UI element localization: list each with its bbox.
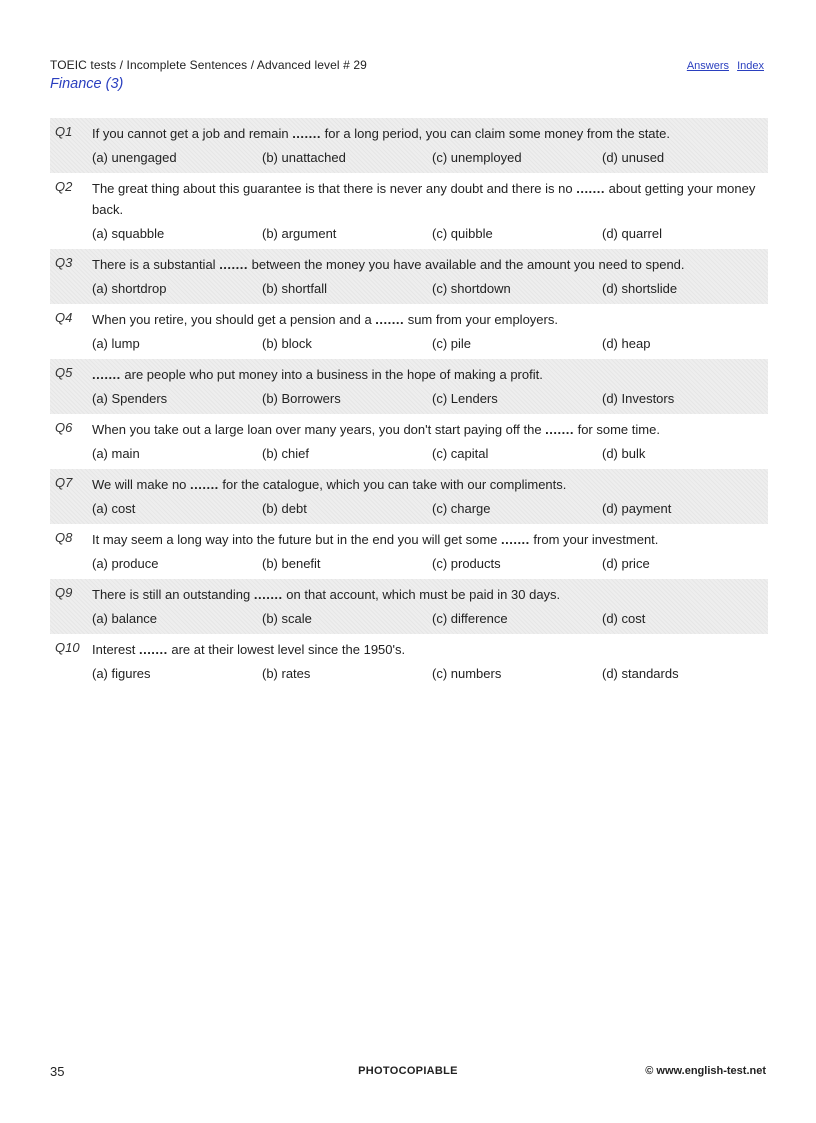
question-number: Q9 [55, 585, 73, 600]
question-item [50, 579, 768, 634]
answer-option-a[interactable]: (a) shortdrop [92, 281, 167, 296]
answer-option-a[interactable]: (a) unengaged [92, 150, 177, 165]
question-item [50, 173, 768, 249]
answer-option-b[interactable]: (b) benefit [262, 556, 321, 571]
question-text [92, 254, 758, 275]
answer-option-a[interactable]: (a) lump [92, 336, 140, 351]
answer-option-c[interactable]: (c) charge [432, 501, 491, 516]
answer-option-b[interactable]: (b) rates [262, 666, 311, 681]
question-number: Q3 [55, 255, 73, 270]
question-number: Q1 [55, 124, 73, 139]
answer-options [92, 333, 768, 354]
question-text-before: If you cannot get a job and remain [92, 126, 293, 141]
question-text-after: sum from your employers. [404, 312, 558, 327]
answer-option-c[interactable]: (c) numbers [432, 666, 502, 681]
answer-gap: ....... [138, 642, 168, 657]
question-text-before: The great thing about this guarantee is that there is never any doubt and there is no [92, 181, 577, 196]
question-text-before: When you retire, you should get a pension and a [92, 312, 376, 327]
question-text-before: When you take out a large loan over many years, you don't start paying off the [92, 422, 546, 437]
question-text [92, 529, 758, 550]
question-text-before: It may seem a long way into the future but in the end you will get some [92, 532, 501, 547]
answer-gap: ....... [375, 312, 405, 327]
header-links [682, 60, 764, 72]
answer-option-b[interactable]: (b) scale [262, 611, 312, 626]
question-text [92, 364, 758, 385]
question-text [92, 474, 758, 495]
answer-options [92, 443, 768, 464]
answers-link[interactable]: Answers [686, 60, 730, 72]
answer-option-d[interactable]: (d) Investors [602, 391, 675, 406]
answer-option-d[interactable]: (d) heap [602, 336, 651, 351]
question-text-after: about getting your money back. [92, 181, 756, 217]
question-text-after: are people who put money into a business in the hope of making a profit. [120, 367, 543, 382]
answer-gap: ....... [253, 587, 283, 602]
question-text-before: Interest [92, 642, 139, 657]
question-text-after: for a long period, you can claim some money from the state. [320, 126, 670, 141]
answer-option-b[interactable]: (b) block [262, 336, 312, 351]
answer-option-c[interactable]: (c) capital [432, 446, 489, 461]
answer-gap: ....... [219, 257, 248, 272]
answer-option-d[interactable]: (d) price [602, 556, 650, 571]
answer-option-c[interactable]: (c) products [432, 556, 501, 571]
question-text-after: between the money you have available and the amount you need to spend. [247, 257, 685, 272]
page-header [50, 58, 766, 92]
answer-option-b[interactable]: (b) argument [262, 226, 337, 241]
answer-option-b[interactable]: (b) Borrowers [262, 391, 341, 406]
question-item [50, 359, 768, 414]
answer-option-b[interactable]: (b) shortfall [262, 281, 328, 296]
question-item [50, 249, 768, 304]
answer-gap: ....... [190, 477, 219, 492]
question-item [50, 414, 768, 469]
copyright: © www.english-test.net [645, 1065, 766, 1077]
question-text [92, 309, 758, 330]
answer-gap: ....... [576, 181, 606, 196]
answer-option-c[interactable]: (c) Lenders [432, 391, 498, 406]
answer-gap: ....... [545, 422, 574, 437]
answer-option-a[interactable]: (a) figures [92, 666, 151, 681]
answer-option-c[interactable]: (c) difference [432, 611, 508, 626]
question-list [50, 118, 768, 689]
answer-option-d[interactable]: (d) cost [602, 611, 646, 626]
question-item [50, 304, 768, 359]
answer-option-c[interactable]: (c) shortdown [432, 281, 511, 296]
answer-option-c[interactable]: (c) unemployed [432, 150, 522, 165]
question-item [50, 524, 768, 579]
answer-options [92, 498, 768, 519]
question-number: Q7 [55, 475, 73, 490]
answer-option-d[interactable]: (d) bulk [602, 446, 646, 461]
question-text-after: on that account, which must be paid in 30 days. [282, 587, 561, 602]
answer-options [92, 147, 768, 168]
question-text [92, 419, 758, 440]
answer-option-d[interactable]: (d) quarrel [602, 226, 662, 241]
page-number: 35 [50, 1064, 65, 1079]
answer-option-a[interactable]: (a) balance [92, 611, 158, 626]
question-text-after: from your investment. [529, 532, 659, 547]
question-text [92, 178, 758, 220]
question-number: Q4 [55, 310, 73, 325]
answer-option-d[interactable]: (d) payment [602, 501, 672, 516]
answer-option-d[interactable]: (d) unused [602, 150, 665, 165]
answer-options [92, 223, 768, 244]
answer-option-a[interactable]: (a) produce [92, 556, 159, 571]
question-number: Q5 [55, 365, 73, 380]
answer-option-d[interactable]: (d) shortslide [602, 281, 678, 296]
question-number: Q6 [55, 420, 73, 435]
question-text [92, 639, 758, 660]
answer-option-c[interactable]: (c) pile [432, 336, 472, 351]
question-number: Q8 [55, 530, 73, 545]
answer-options [92, 388, 768, 409]
answer-option-b[interactable]: (b) debt [262, 501, 307, 516]
question-text-before: There is still an outstanding [92, 587, 254, 602]
page-title: Finance (3) [50, 76, 124, 92]
answer-option-a[interactable]: (a) squabble [92, 226, 165, 241]
answer-option-a[interactable]: (a) main [92, 446, 140, 461]
question-text-after: are at their lowest level since the 1950's. [167, 642, 406, 657]
question-number: Q2 [55, 179, 73, 194]
question-item [50, 118, 768, 173]
question-item [50, 469, 768, 524]
answer-options [92, 663, 768, 684]
answer-option-d[interactable]: (d) standards [602, 666, 679, 681]
question-item [50, 634, 768, 689]
question-number: Q10 [55, 640, 80, 655]
question-text-before: We will make no [92, 477, 191, 492]
answer-option-c[interactable]: (c) quibble [432, 226, 493, 241]
answer-option-b[interactable]: (b) unattached [262, 150, 346, 165]
answer-option-a[interactable]: (a) cost [92, 501, 136, 516]
question-text-after: for the catalogue, which you can take with our compliments. [218, 477, 567, 492]
answer-option-a[interactable]: (a) Spenders [92, 391, 168, 406]
question-text [92, 123, 758, 144]
index-link[interactable]: Index [737, 60, 764, 72]
answer-option-b[interactable]: (b) chief [262, 446, 309, 461]
question-text [92, 584, 758, 605]
answer-options [92, 608, 768, 629]
photocopiable-notice: PHOTOCOPIABLE [358, 1065, 458, 1077]
question-text-before: There is a substantial [92, 257, 220, 272]
answer-options [92, 553, 768, 574]
question-text-after: for some time. [573, 422, 660, 437]
answer-options [92, 278, 768, 299]
answer-gap: ....... [292, 126, 321, 141]
breadcrumb: TOEIC tests / Incomplete Sentences / Advanced level # 29 [50, 58, 367, 72]
answer-gap: ....... [501, 532, 530, 547]
answer-gap: ....... [92, 367, 121, 382]
